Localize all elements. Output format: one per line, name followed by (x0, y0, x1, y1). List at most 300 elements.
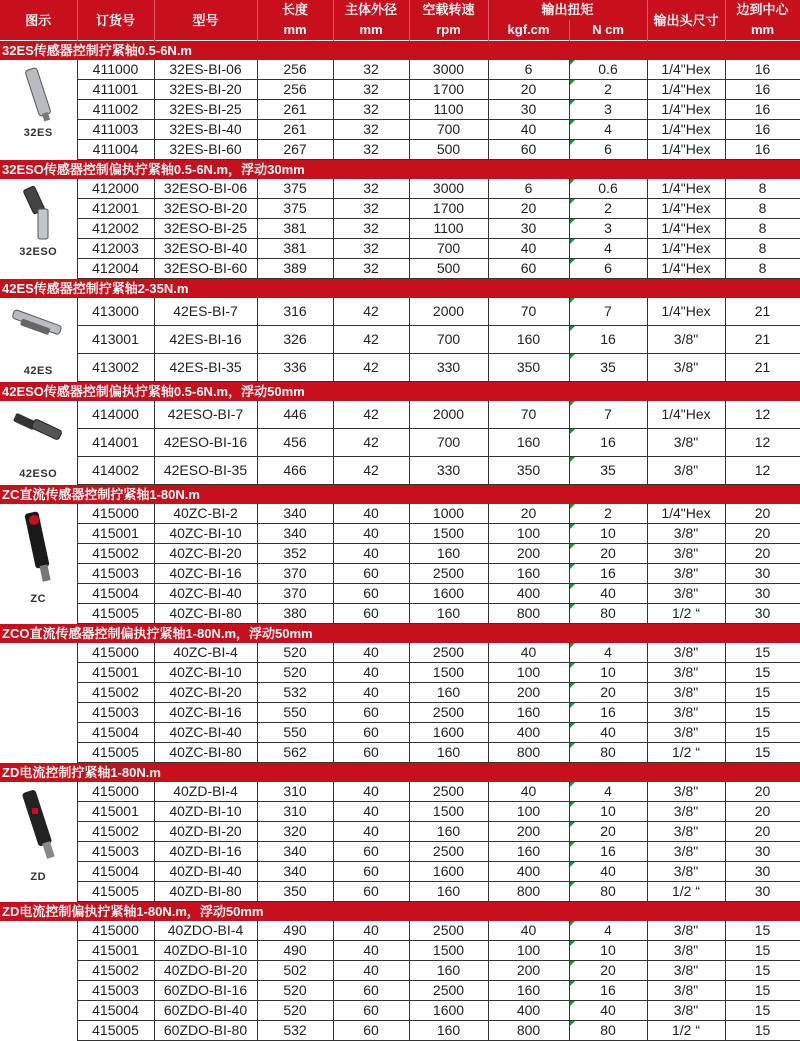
length-cell: 520 (257, 981, 333, 1001)
torque-kgfcm-cell: 20 (488, 199, 569, 219)
order-no-cell: 415002 (77, 683, 154, 703)
product-image-cell (0, 504, 77, 624)
torque-kgfcm-cell: 60 (488, 259, 569, 279)
speed-cell: 1700 (409, 80, 488, 100)
tool-figure-icon (8, 66, 68, 124)
speed-cell: 330 (409, 353, 488, 381)
torque-ncm-cell: 2 (569, 199, 647, 219)
order-no-cell: 411001 (77, 80, 154, 100)
torque-kgfcm-cell: 800 (488, 1021, 569, 1041)
torque-ncm-cell: 2 (569, 80, 647, 100)
diameter-cell: 32 (333, 259, 409, 279)
diameter-cell: 32 (333, 219, 409, 239)
order-no-cell: 413002 (77, 353, 154, 381)
edge-to-center-cell: 21 (725, 298, 800, 325)
torque-ncm-cell: 4 (569, 921, 647, 941)
edge-to-center-cell: 8 (725, 199, 800, 219)
speed-cell: 2500 (409, 842, 488, 862)
edge-to-center-cell: 20 (725, 802, 800, 822)
model-cell: 40ZC-BI-80 (154, 743, 257, 763)
table-row (0, 643, 800, 663)
order-no-cell: 411000 (77, 60, 154, 80)
order-no-cell: 415002 (77, 544, 154, 564)
header-edge-center-unit: mm (725, 20, 800, 41)
model-cell: 40ZC-BI-10 (154, 524, 257, 544)
table-row (0, 524, 800, 544)
speed-cell: 160 (409, 544, 488, 564)
speed-cell: 2500 (409, 981, 488, 1001)
model-cell: 40ZC-BI-16 (154, 703, 257, 723)
table-row (0, 862, 800, 882)
output-size-cell: 3/8" (647, 782, 725, 802)
edge-to-center-cell: 30 (725, 584, 800, 604)
model-cell: 40ZC-BI-4 (154, 643, 257, 663)
model-cell: 32ESO-BI-20 (154, 199, 257, 219)
speed-cell: 700 (409, 120, 488, 140)
model-cell: 40ZC-BI-20 (154, 683, 257, 703)
speed-cell: 2500 (409, 564, 488, 584)
table-row (0, 842, 800, 862)
torque-ncm-cell: 35 (569, 353, 647, 381)
diameter-cell: 40 (333, 961, 409, 981)
order-no-cell: 412002 (77, 219, 154, 239)
length-cell: 446 (257, 401, 333, 428)
product-image-cell (0, 179, 77, 279)
torque-kgfcm-cell: 400 (488, 723, 569, 743)
output-size-cell: 3/8" (647, 941, 725, 961)
edge-to-center-cell: 15 (725, 981, 800, 1001)
order-no-cell: 415002 (77, 961, 154, 981)
order-no-cell: 415004 (77, 862, 154, 882)
order-no-cell: 413000 (77, 298, 154, 325)
order-no-cell: 415000 (77, 643, 154, 663)
table-row (0, 961, 800, 981)
torque-kgfcm-cell: 400 (488, 1001, 569, 1021)
table-row (0, 428, 800, 456)
tool-figure-icon (8, 185, 68, 243)
order-no-cell: 412001 (77, 199, 154, 219)
section-title-row (0, 160, 800, 180)
header-torque-unit-ncm: N cm (569, 20, 647, 41)
torque-ncm-cell: 4 (569, 120, 647, 140)
product-image-label: 42ES (23, 365, 53, 377)
diameter-cell: 40 (333, 921, 409, 941)
section-title-row (0, 41, 800, 61)
order-no-cell: 415000 (77, 921, 154, 941)
length-cell: 550 (257, 703, 333, 723)
length-cell: 490 (257, 941, 333, 961)
table-row (0, 179, 800, 199)
speed-cell: 1500 (409, 524, 488, 544)
length-cell: 310 (257, 802, 333, 822)
diameter-cell: 32 (333, 239, 409, 259)
model-cell: 40ZD-BI-10 (154, 802, 257, 822)
output-size-cell: 1/2 “ (647, 882, 725, 902)
output-size-cell: 3/8" (647, 643, 725, 663)
length-cell: 466 (257, 456, 333, 484)
torque-ncm-cell: 10 (569, 941, 647, 961)
torque-kgfcm-cell: 40 (488, 782, 569, 802)
torque-ncm-cell: 16 (569, 981, 647, 1001)
length-cell: 336 (257, 353, 333, 381)
torque-kgfcm-cell: 70 (488, 298, 569, 325)
output-size-cell: 3/8" (647, 325, 725, 353)
table-row (0, 802, 800, 822)
table-row (0, 703, 800, 723)
torque-ncm-cell: 7 (569, 401, 647, 428)
model-cell: 40ZC-BI-2 (154, 504, 257, 524)
output-size-cell: 1/4"Hex (647, 179, 725, 199)
length-cell: 352 (257, 544, 333, 564)
torque-ncm-cell: 80 (569, 882, 647, 902)
length-cell: 380 (257, 604, 333, 624)
torque-kgfcm-cell: 200 (488, 961, 569, 981)
tool-figure-icon (8, 788, 68, 868)
torque-kgfcm-cell: 160 (488, 564, 569, 584)
torque-kgfcm-cell: 20 (488, 504, 569, 524)
torque-kgfcm-cell: 400 (488, 584, 569, 604)
length-cell: 532 (257, 683, 333, 703)
edge-to-center-cell: 30 (725, 882, 800, 902)
product-image-label: 32ES (23, 127, 53, 139)
diameter-cell: 40 (333, 643, 409, 663)
length-cell: 562 (257, 743, 333, 763)
section-title: ZD电流控制拧紧轴1-80N.m (0, 763, 800, 783)
output-size-cell: 3/8" (647, 961, 725, 981)
section-title: 42ESO传感器控制偏执拧紧轴0.5-6N.m，浮动50mm (0, 382, 800, 402)
table-row (0, 723, 800, 743)
torque-ncm-cell: 40 (569, 723, 647, 743)
output-size-cell: 3/8" (647, 428, 725, 456)
edge-to-center-cell: 15 (725, 703, 800, 723)
length-cell: 340 (257, 524, 333, 544)
section-title: 42ES传感器控制拧紧轴2-35N.m (0, 279, 800, 299)
output-size-cell: 1/4"Hex (647, 120, 725, 140)
diameter-cell: 40 (333, 663, 409, 683)
torque-kgfcm-cell: 6 (488, 179, 569, 199)
table-row (0, 456, 800, 484)
model-cell: 42ESO-BI-35 (154, 456, 257, 484)
model-cell: 42ESO-BI-16 (154, 428, 257, 456)
output-size-cell: 3/8" (647, 353, 725, 381)
diameter-cell: 40 (333, 782, 409, 802)
length-cell: 490 (257, 921, 333, 941)
table-row (0, 544, 800, 564)
model-cell: 32ES-BI-40 (154, 120, 257, 140)
header-model: 型号 (154, 0, 257, 41)
edge-to-center-cell: 15 (725, 1001, 800, 1021)
diameter-cell: 60 (333, 743, 409, 763)
table-row (0, 259, 800, 279)
speed-cell: 1600 (409, 862, 488, 882)
output-size-cell: 1/4"Hex (647, 219, 725, 239)
model-cell: 32ES-BI-25 (154, 100, 257, 120)
order-no-cell: 415005 (77, 604, 154, 624)
table-row (0, 882, 800, 902)
order-no-cell: 415003 (77, 703, 154, 723)
torque-kgfcm-cell: 40 (488, 239, 569, 259)
torque-kgfcm-cell: 160 (488, 981, 569, 1001)
length-cell: 520 (257, 663, 333, 683)
diameter-cell: 32 (333, 179, 409, 199)
speed-cell: 1600 (409, 584, 488, 604)
section-title-row (0, 485, 800, 505)
torque-ncm-cell: 80 (569, 1021, 647, 1041)
order-no-cell: 415005 (77, 743, 154, 763)
header-image: 图示 (0, 0, 77, 41)
torque-kgfcm-cell: 200 (488, 683, 569, 703)
model-cell: 40ZC-BI-16 (154, 564, 257, 584)
speed-cell: 2000 (409, 401, 488, 428)
torque-kgfcm-cell: 40 (488, 643, 569, 663)
torque-ncm-cell: 3 (569, 219, 647, 239)
table-row (0, 100, 800, 120)
length-cell: 340 (257, 862, 333, 882)
edge-to-center-cell: 15 (725, 683, 800, 703)
length-cell: 340 (257, 504, 333, 524)
speed-cell: 160 (409, 882, 488, 902)
torque-kgfcm-cell: 160 (488, 325, 569, 353)
diameter-cell: 60 (333, 1021, 409, 1041)
diameter-cell: 40 (333, 822, 409, 842)
torque-kgfcm-cell: 350 (488, 353, 569, 381)
model-cell: 32ES-BI-06 (154, 60, 257, 80)
table-row (0, 353, 800, 381)
output-size-cell: 1/4"Hex (647, 298, 725, 325)
speed-cell: 1500 (409, 663, 488, 683)
table-row (0, 401, 800, 428)
diameter-cell: 60 (333, 862, 409, 882)
model-cell: 40ZDO-BI-20 (154, 961, 257, 981)
diameter-cell: 60 (333, 981, 409, 1001)
model-cell: 32ESO-BI-60 (154, 259, 257, 279)
edge-to-center-cell: 12 (725, 401, 800, 428)
length-cell: 550 (257, 723, 333, 743)
torque-ncm-cell: 6 (569, 259, 647, 279)
model-cell: 40ZDO-BI-4 (154, 921, 257, 941)
diameter-cell: 32 (333, 80, 409, 100)
product-image-label: ZD (30, 871, 47, 883)
output-size-cell: 3/8" (647, 862, 725, 882)
diameter-cell: 42 (333, 298, 409, 325)
order-no-cell: 415000 (77, 504, 154, 524)
torque-kgfcm-cell: 60 (488, 140, 569, 160)
order-no-cell: 411003 (77, 120, 154, 140)
model-cell: 60ZDO-BI-80 (154, 1021, 257, 1041)
diameter-cell: 60 (333, 723, 409, 743)
output-size-cell: 1/4"Hex (647, 199, 725, 219)
header-length-unit: mm (257, 20, 333, 41)
length-cell: 316 (257, 298, 333, 325)
order-no-cell: 415000 (77, 782, 154, 802)
model-cell: 40ZC-BI-80 (154, 604, 257, 624)
output-size-cell: 1/2 “ (647, 604, 725, 624)
output-size-cell: 1/4"Hex (647, 80, 725, 100)
torque-kgfcm-cell: 100 (488, 663, 569, 683)
speed-cell: 160 (409, 961, 488, 981)
order-no-cell: 415002 (77, 822, 154, 842)
torque-kgfcm-cell: 100 (488, 802, 569, 822)
output-size-cell: 3/8" (647, 822, 725, 842)
diameter-cell: 60 (333, 584, 409, 604)
order-no-cell: 411002 (77, 100, 154, 120)
edge-to-center-cell: 15 (725, 743, 800, 763)
length-cell: 389 (257, 259, 333, 279)
table-row (0, 504, 800, 524)
model-cell: 40ZC-BI-20 (154, 544, 257, 564)
edge-to-center-cell: 20 (725, 524, 800, 544)
length-cell: 310 (257, 782, 333, 802)
length-cell: 520 (257, 1001, 333, 1021)
length-cell: 340 (257, 842, 333, 862)
torque-kgfcm-cell: 30 (488, 100, 569, 120)
edge-to-center-cell: 16 (725, 80, 800, 100)
torque-kgfcm-cell: 100 (488, 524, 569, 544)
speed-cell: 2500 (409, 921, 488, 941)
order-no-cell: 414002 (77, 456, 154, 484)
output-size-cell: 3/8" (647, 524, 725, 544)
tool-figure-icon (8, 304, 68, 362)
model-cell: 40ZD-BI-16 (154, 842, 257, 862)
output-size-cell: 3/8" (647, 723, 725, 743)
order-no-cell: 415003 (77, 564, 154, 584)
diameter-cell: 42 (333, 401, 409, 428)
model-cell: 40ZC-BI-40 (154, 584, 257, 604)
torque-ncm-cell: 20 (569, 961, 647, 981)
diameter-cell: 32 (333, 60, 409, 80)
edge-to-center-cell: 15 (725, 941, 800, 961)
header-output-size: 输出头尺寸 (647, 0, 725, 41)
model-cell: 40ZC-BI-10 (154, 663, 257, 683)
edge-to-center-cell: 20 (725, 504, 800, 524)
diameter-cell: 40 (333, 504, 409, 524)
order-no-cell: 415005 (77, 1021, 154, 1041)
torque-ncm-cell: 20 (569, 822, 647, 842)
table-row (0, 564, 800, 584)
torque-ncm-cell: 4 (569, 643, 647, 663)
header-order-no: 订货号 (77, 0, 154, 41)
torque-kgfcm-cell: 20 (488, 80, 569, 100)
table-row (0, 1001, 800, 1021)
output-size-cell: 3/8" (647, 1001, 725, 1021)
edge-to-center-cell: 12 (725, 428, 800, 456)
torque-kgfcm-cell: 40 (488, 120, 569, 140)
edge-to-center-cell: 8 (725, 179, 800, 199)
order-no-cell: 414000 (77, 401, 154, 428)
torque-kgfcm-cell: 350 (488, 456, 569, 484)
section-title-row (0, 382, 800, 402)
length-cell: 456 (257, 428, 333, 456)
speed-cell: 2500 (409, 703, 488, 723)
edge-to-center-cell: 15 (725, 643, 800, 663)
product-image-cell (0, 60, 77, 160)
output-size-cell: 1/2 “ (647, 1021, 725, 1041)
length-cell: 381 (257, 219, 333, 239)
model-cell: 60ZDO-BI-16 (154, 981, 257, 1001)
output-size-cell: 1/4"Hex (647, 140, 725, 160)
table-row (0, 199, 800, 219)
edge-to-center-cell: 16 (725, 120, 800, 140)
order-no-cell: 415003 (77, 981, 154, 1001)
product-image-cell (0, 401, 77, 485)
product-image-label: 42ESO (19, 468, 58, 480)
section-title-row (0, 902, 800, 922)
output-size-cell: 3/8" (647, 456, 725, 484)
torque-ncm-cell: 10 (569, 802, 647, 822)
model-cell: 32ES-BI-60 (154, 140, 257, 160)
speed-cell: 1000 (409, 504, 488, 524)
diameter-cell: 60 (333, 564, 409, 584)
header-edge-center: 边到中心 (725, 0, 800, 20)
length-cell: 375 (257, 179, 333, 199)
output-size-cell: 1/4"Hex (647, 100, 725, 120)
table-row (0, 604, 800, 624)
table-row (0, 1021, 800, 1041)
output-size-cell: 3/8" (647, 663, 725, 683)
product-image-cell (0, 921, 77, 1041)
speed-cell: 700 (409, 325, 488, 353)
diameter-cell: 60 (333, 842, 409, 862)
speed-cell: 1700 (409, 199, 488, 219)
diameter-cell: 40 (333, 524, 409, 544)
torque-ncm-cell: 16 (569, 842, 647, 862)
torque-ncm-cell: 3 (569, 100, 647, 120)
diameter-cell: 32 (333, 199, 409, 219)
edge-to-center-cell: 15 (725, 663, 800, 683)
torque-ncm-cell: 10 (569, 524, 647, 544)
output-size-cell: 3/8" (647, 564, 725, 584)
speed-cell: 1600 (409, 723, 488, 743)
length-cell: 320 (257, 822, 333, 842)
tool-figure-icon (8, 407, 68, 465)
order-no-cell: 415001 (77, 941, 154, 961)
length-cell: 256 (257, 60, 333, 80)
torque-kgfcm-cell: 160 (488, 703, 569, 723)
diameter-cell: 60 (333, 1001, 409, 1021)
order-no-cell: 415003 (77, 842, 154, 862)
model-cell: 40ZD-BI-80 (154, 882, 257, 902)
torque-ncm-cell: 40 (569, 862, 647, 882)
model-cell: 32ESO-BI-25 (154, 219, 257, 239)
header-diameter: 主体外径 (333, 0, 409, 20)
output-size-cell: 1/4"Hex (647, 239, 725, 259)
speed-cell: 160 (409, 743, 488, 763)
output-size-cell: 3/8" (647, 842, 725, 862)
edge-to-center-cell: 16 (725, 60, 800, 80)
torque-kgfcm-cell: 30 (488, 219, 569, 239)
length-cell: 375 (257, 199, 333, 219)
diameter-cell: 60 (333, 882, 409, 902)
table-row (0, 325, 800, 353)
model-cell: 42ESO-BI-7 (154, 401, 257, 428)
torque-kgfcm-cell: 160 (488, 428, 569, 456)
table-row (0, 298, 800, 325)
torque-ncm-cell: 16 (569, 564, 647, 584)
model-cell: 40ZD-BI-4 (154, 782, 257, 802)
output-size-cell: 3/8" (647, 683, 725, 703)
torque-ncm-cell: 40 (569, 584, 647, 604)
speed-cell: 1100 (409, 100, 488, 120)
order-no-cell: 415004 (77, 584, 154, 604)
torque-kgfcm-cell: 70 (488, 401, 569, 428)
diameter-cell: 60 (333, 703, 409, 723)
section-title-row (0, 279, 800, 299)
model-cell: 42ES-BI-16 (154, 325, 257, 353)
length-cell: 326 (257, 325, 333, 353)
table-row (0, 120, 800, 140)
edge-to-center-cell: 21 (725, 353, 800, 381)
torque-kgfcm-cell: 200 (488, 822, 569, 842)
